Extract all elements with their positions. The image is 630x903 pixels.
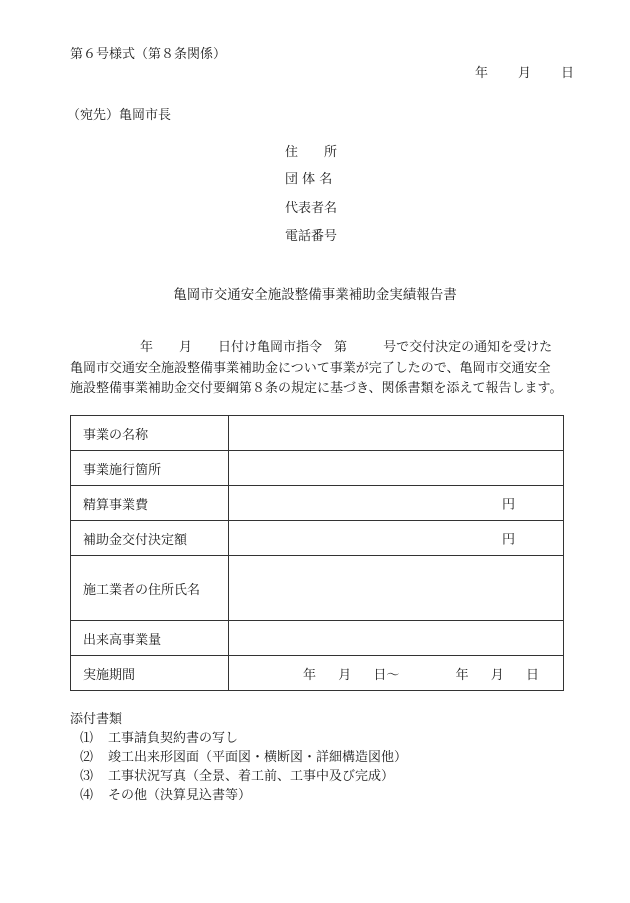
yen-unit: 円 bbox=[501, 497, 515, 513]
start-year: 年 bbox=[303, 667, 317, 683]
body-month: 月 bbox=[179, 340, 193, 355]
row-label-grant-amount: 補助金交付決定額 bbox=[83, 532, 188, 548]
grant-amount-value[interactable] bbox=[229, 521, 564, 556]
document-title: 亀岡市交通安全施設整備事業補助金実績報告書 bbox=[173, 287, 457, 303]
body-line-3: 施設整備事業補助金交付要綱第８条の規定に基づき、関係書類を添えて報告します。 bbox=[70, 381, 563, 396]
end-day: 日 bbox=[525, 667, 539, 683]
body-year: 年 bbox=[140, 340, 154, 355]
yen-unit: 円 bbox=[501, 532, 515, 548]
period-fields bbox=[229, 664, 563, 683]
table-row bbox=[71, 451, 564, 486]
body-line-2: 亀岡市交通安全施設整備事業補助金について事業が完了したので、亀岡市交通安全 bbox=[70, 361, 551, 376]
attachment-item: ⑵ 竣工出来形図面（平面図・横断図・詳細構造図他） bbox=[80, 750, 408, 765]
form-number: 第６号様式（第８条関係） bbox=[70, 47, 227, 62]
row-label-contractor: 施工業者の住所氏名 bbox=[83, 582, 201, 598]
representative-label: 代表者名 bbox=[285, 201, 338, 216]
settlement-cost-value[interactable] bbox=[229, 486, 564, 521]
phone-label: 電話番号 bbox=[285, 229, 338, 244]
end-year: 年 bbox=[455, 667, 469, 683]
end-month: 月 bbox=[490, 667, 504, 683]
row-label-period: 実施期間 bbox=[83, 667, 136, 683]
period-value[interactable] bbox=[229, 656, 564, 691]
attachment-item: ⑶ 工事状況写真（全景、着工前、工事中及び完成） bbox=[80, 769, 395, 784]
body-day-ref: 日付け亀岡市指令 bbox=[218, 340, 323, 355]
row-label-project-location: 事業施行箇所 bbox=[83, 462, 162, 478]
row-label-work-volume: 出来高事業量 bbox=[83, 632, 162, 648]
org-name-label: 団 体 名 bbox=[285, 172, 333, 187]
addressee: （宛先）亀岡市長 bbox=[67, 108, 172, 123]
contractor-value[interactable] bbox=[229, 556, 564, 621]
row-label-settlement-cost: 精算事業費 bbox=[83, 497, 149, 513]
project-name-value[interactable] bbox=[229, 416, 564, 451]
work-volume-value[interactable] bbox=[229, 621, 564, 656]
table-row bbox=[71, 656, 564, 691]
body-number-suffix: 号で交付決定の通知を受けた bbox=[383, 340, 553, 355]
report-table bbox=[70, 415, 564, 691]
date-month: 月 bbox=[517, 66, 531, 81]
row-label-project-name: 事業の名称 bbox=[83, 427, 149, 443]
project-location-value[interactable] bbox=[229, 451, 564, 486]
date-day: 日 bbox=[560, 66, 574, 81]
attachment-item: ⑷ その他（決算見込書等） bbox=[80, 788, 252, 803]
address-label: 住 所 bbox=[285, 145, 338, 160]
report-date bbox=[445, 66, 574, 82]
start-month: 月 bbox=[338, 667, 352, 683]
body-line-1 bbox=[140, 340, 552, 356]
attachment-item: ⑴ 工事請負契約書の写し bbox=[80, 731, 239, 746]
table-row bbox=[71, 416, 564, 451]
table-row bbox=[71, 521, 564, 556]
table-row bbox=[71, 556, 564, 621]
date-year: 年 bbox=[474, 66, 488, 81]
table-row bbox=[71, 486, 564, 521]
table-row bbox=[71, 621, 564, 656]
body-number-prefix: 第 bbox=[334, 340, 348, 355]
start-day: 日～ bbox=[373, 667, 400, 683]
attachments-heading: 添付書類 bbox=[70, 712, 123, 727]
